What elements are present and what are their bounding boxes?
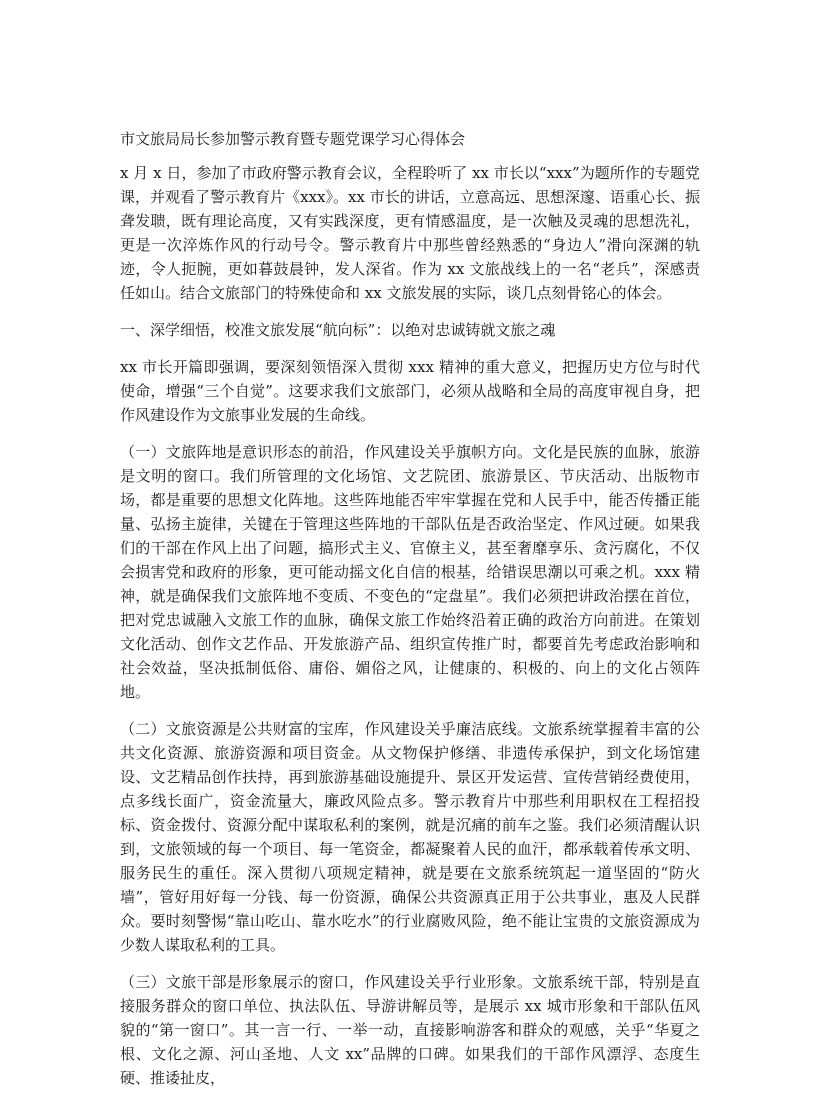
point-3-paragraph: （三）文旅干部是形象展示的窗口，作风建设关乎行业形象。文旅系统干部，特别是直接服务群众的窗口单位、执法队伍、导游讲解员等，是展示 xx 城市形象和干部队伍风貌的“第一窗口”。其一言一行、一举一动，直接影响游客和群众的观感，关乎“华夏之根、文化之源、河山圣地、人文 xx”品牌的口碑。如果我们的干部作风漂浮、态度生硬、推诿扯皮， bbox=[120, 973, 700, 1087]
document-body bbox=[120, 127, 700, 1103]
point-2-paragraph: （二）文旅资源是公共财富的宝库，作风建设关乎廉洁底线。文旅系统掌握着丰富的公共文化资源、旅游资源和项目资金。从文物保护修缮、非遗传承保护，到文化场馆建设、文艺精品创作扶持，再到旅游基础设施提升、景区开发运营、宣传营销经费使用，点多线长面广，资金流量大，廉政风险点多。警示教育片中那些利用职权在工程招投标、资金拨付、资源分配中谋取私利的案例，就是沉痛的前车之鉴。我们必须清醒认识到，文旅领域的每一个项目、每一笔资金，都凝聚着人民的血汗，都承载着传承文明、服务民生的重任。深入贯彻八项规定精神，就是要在文旅系统筑起一道坚固的“防火墙”，管好用好每一分钱、每一份资源，确保公共资源真正用于公共事业，惠及人民群众。要时刻警惕“靠山吃山、靠水吃水”的行业腐败风险，绝不能让宝贵的文旅资源成为少数人谋取私利的工具。 bbox=[120, 720, 700, 954]
point-1-paragraph: （一）文旅阵地是意识形态的前沿，作风建设关乎旗帜方向。文化是民族的血脉，旅游是文明的窗口。我们所管理的文化场馆、文艺院团、旅游景区、节庆活动、出版物市场，都是重要的思想文化阵地。这些阵地能否牢牢掌握在党和人民手中，能否传播正能量、弘扬主旋律，关键在于管理这些阵地的干部队伍是否政治坚定、作风过硬。如果我们的干部在作风上出了问题，搞形式主义、官僚主义，甚至奢靡享乐、贪污腐化，不仅会损害党和政府的形象，更可能动摇文化自信的根基，给错误思潮以可乘之机。xxx 精神，就是确保我们文旅阵地不变质、不变色的“定盘星”。我们必须把讲政治摆在首位，把对党忠诚融入文旅工作的血脉，确保文旅工作始终沿着正确的政治方向前进。在策划文化活动、创作文艺作品、开发旅游产品、组织宣传推广时，都要首先考虑政治影响和社会效益，坚决抵制低俗、庸俗、媚俗之风，让健康的、积极的、向上的文化占领阵地。 bbox=[120, 443, 700, 701]
intro-paragraph: x 月 x 日，参加了市政府警示教育会议，全程聆听了 xx 市长以“xxx”为题所作的专题党课，并观看了警示教育片《xxx》。xx 市长的讲话，立意高远、思想深邃、语重心长、振聋发聩，既有理论高度，又有实践深度，更有情感温度，是一次触及灵魂的思想洗礼，更是一次淬炼作风的行动号令。警示教育片中那些曾经熟悉的“身边人”滑向深渊的轨迹，令人扼腕，更如暮鼓晨钟，发人深省。作为 xx 文旅战线上的一名“老兵”，深感责任如山。结合文旅部门的特殊使命和 xx 文旅发展的实际，谈几点刻骨铭心的体会。 bbox=[120, 164, 700, 302]
section1-paragraph: xx 市长开篇即强调，要深刻领悟深入贯彻 xxx 精神的重大意义，把握历史方位与时代使命，增强“三个自觉”。这要求我们文旅部门，必须从战略和全局的高度审视自身，把作风建设作为文旅事业发展的生命线。 bbox=[120, 358, 700, 424]
document-title: 市文旅局局长参加警示教育暨专题党课学习心得体会 bbox=[120, 130, 466, 148]
section-heading-1: 一、深学细悟，校准文旅发展“航向标”：以绝对忠诚铸就文旅之魂 bbox=[120, 321, 556, 339]
